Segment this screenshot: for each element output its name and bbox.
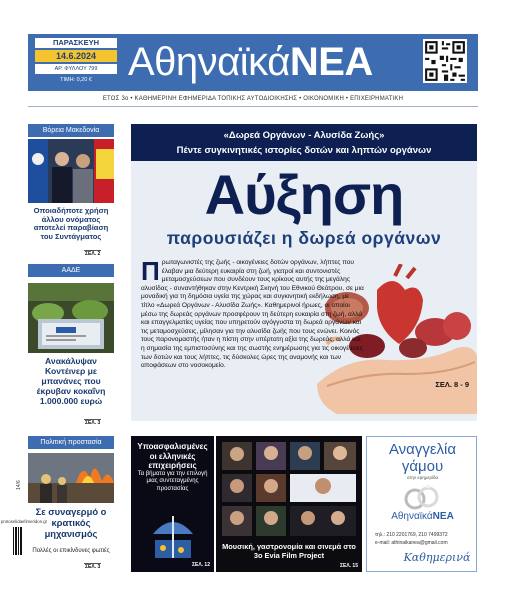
- wedding-ad-subtitle: στην εφημερίδα: [406, 475, 439, 480]
- sidebar-story-text-1: Οποιαδήποτε χρήση άλλου ονόματος αποτελεί παραβίαση του Συντάγματος: [33, 206, 109, 242]
- lead-story: [131, 124, 477, 421]
- bottom-story-evia-film: [216, 436, 362, 572]
- issue-day: ΠΑΡΑΣΚΕΥΗ: [35, 38, 117, 48]
- sidebar-heading-aade: ΑΑΔΕ: [28, 264, 114, 277]
- masthead: [28, 34, 478, 91]
- issue-number: ΑΡ. ΦΥΛΛΟΥ 799: [35, 64, 117, 74]
- wedding-ad-brand-light: Αθηναϊκά: [391, 511, 433, 522]
- masthead-rule: [28, 106, 478, 107]
- sidebar-photo-bananas: [28, 283, 114, 353]
- sidebar-page-3: ΣΕΛ. 3: [85, 564, 101, 570]
- insurance-title: Υποασφαλισμένες οι ελληνικές επιχειρήσεις: [137, 442, 208, 470]
- lead-drop-cap: Π: [141, 256, 160, 286]
- wedding-announcement-ad: [366, 436, 477, 572]
- wedding-ad-brand: [371, 511, 474, 522]
- sidebar-photo-politicians: [28, 139, 114, 203]
- film-project-page-ref: ΣΕΛ. 15: [339, 563, 358, 569]
- wedding-rings-icon: [397, 483, 447, 511]
- film-project-collage: [220, 440, 358, 538]
- barcode-icon: [13, 527, 23, 555]
- issue-price: ΤΙΜΗ: 0,20 €: [60, 77, 92, 83]
- sidebar-heading-north-macedonia: Βόρεια Μακεδονία: [28, 124, 114, 137]
- date-box: [35, 38, 117, 88]
- sidebar-photo-fire: [28, 453, 114, 503]
- lead-kicker: [131, 124, 477, 161]
- wedding-ad-brand-bold: ΝΕΑ: [432, 511, 454, 522]
- logo-bold: ΝΕΑ: [289, 40, 373, 84]
- lead-kicker-line-2: Πέντε συγκινητικές ιστορίες δοτών και ληπτών οργάνων: [176, 145, 432, 156]
- sidebar-page-2: ΣΕΛ. 3: [85, 420, 101, 426]
- film-project-caption: Μουσική, γαστρονομία και σινεμά στο 3ο Evia Film Project: [222, 542, 356, 560]
- lead-headline: Αύξηση: [204, 163, 404, 226]
- lead-body: ρωταγωνιστές της ζωής - οικογένειες δοτών οργάνων, λήπτες που έλαβαν μια δεύτερη ευκαιρία στη ζωή, γιατροί και συντονιστές μεταμοσχεύσεων που συνδέουν τους κρίκους αυτής της μεγάλης αλυσίδας - συναντήθηκαν στην Κεντρική Σκηνή του Εθνικού Θεάτρου, σε μια μοναδική για τη δημόσια υγεία της χώρας και συγκινητική εκδήλωση, με τίτλο «Δωρεά Οργάνων - Αλυσίδα Ζωής». Καθημερινοί ήρωες, οι οποίοι μέσω της δωρεάς οργάνων προσφέρουν τη δεύτερη ευκαιρία στη ζωή, αλλά και επαγγελματίες υγείας που υπηρετούν αγόγγυστα τη δωρεά οργάνων και τις μεταμοσχεύσεις, μίλησαν για την αλυσίδα ζωής που τους ενώνει. Κοινός τους παρονομαστής ήταν η πίστη στην υπέρτατη αξία της δωρεάς, αλλά και η σημασία της εμπιστοσύνης και της σωστής ενημέρωσης για τις οικογένειες των δοτών και τους λήπτες, τις δύσκολες ώρες της αναμονής και των αποφάσεων στο νοσοκομείο.: [141, 259, 364, 370]
- wedding-ad-phone: τηλ.: 210 2201769, 210 7499372: [375, 532, 448, 538]
- sidebar-heading-civil-protection: Πολιτική προστασία: [28, 436, 114, 449]
- wedding-ad-daily: Καθημερινά: [403, 551, 471, 564]
- sidebar-story-text-3: Σε συναγερμό ο κρατικός μηχανισμός: [35, 506, 107, 539]
- bottom-story-insurance: [131, 436, 214, 572]
- wedding-ad-title: Αναγγελία γάμου: [388, 441, 457, 475]
- margin-date-mark: 14/6: [16, 480, 22, 490]
- lead-page-ref: ΣΕΛ. 8 - 9: [435, 380, 469, 389]
- lead-body-text: [141, 256, 364, 371]
- insurance-page-ref: ΣΕΛ. 12: [191, 562, 210, 568]
- newspaper-logo: [128, 37, 373, 87]
- sidebar-page-1: ΣΕΛ. 2: [85, 251, 101, 257]
- qr-code-icon: [423, 39, 467, 83]
- wedding-ad-email: e-mail: athinaikanea@gmail.com: [375, 540, 448, 546]
- umbrella-icon: [149, 510, 197, 562]
- insurance-desc: Τα βήματα για την επιλογή μιας συντεταγμένης προστασίας: [137, 471, 208, 492]
- lead-subheadline: παρουσιάζει η δωρεά οργάνων: [166, 228, 442, 248]
- sidebar-story-subtext-3: Πολλές οι επικίνδυνες φωτιές: [32, 548, 110, 554]
- issue-date: 14.6.2024: [35, 50, 117, 62]
- margin-site-url: protoselidaefimeridon.gr: [1, 519, 48, 524]
- masthead-tagline: ΕΤΟΣ 3ο • ΚΑΘΗΜΕΡΙΝΗ ΕΦΗΜΕΡΙΔΑ ΤΟΠΙΚΗΣ ΑΥΤΟΔΙΟΙΚΗΣΗΣ • ΟΙΚΟΝΟΜΙΚΗ • ΕΠΙΧΕΙΡΗΜΑΤΙΚΗ: [102, 96, 404, 102]
- lead-kicker-line-1: «Δωρεά Οργάνων - Αλυσίδα Ζωής»: [223, 130, 385, 141]
- sidebar-story-text-2: Ανακάλυψαν Κοντέινερ με μπανάνες που έκρυβαν κοκαΐνη 1.000.000 ευρώ: [36, 356, 106, 406]
- logo-light: Αθηναϊκά: [128, 40, 290, 84]
